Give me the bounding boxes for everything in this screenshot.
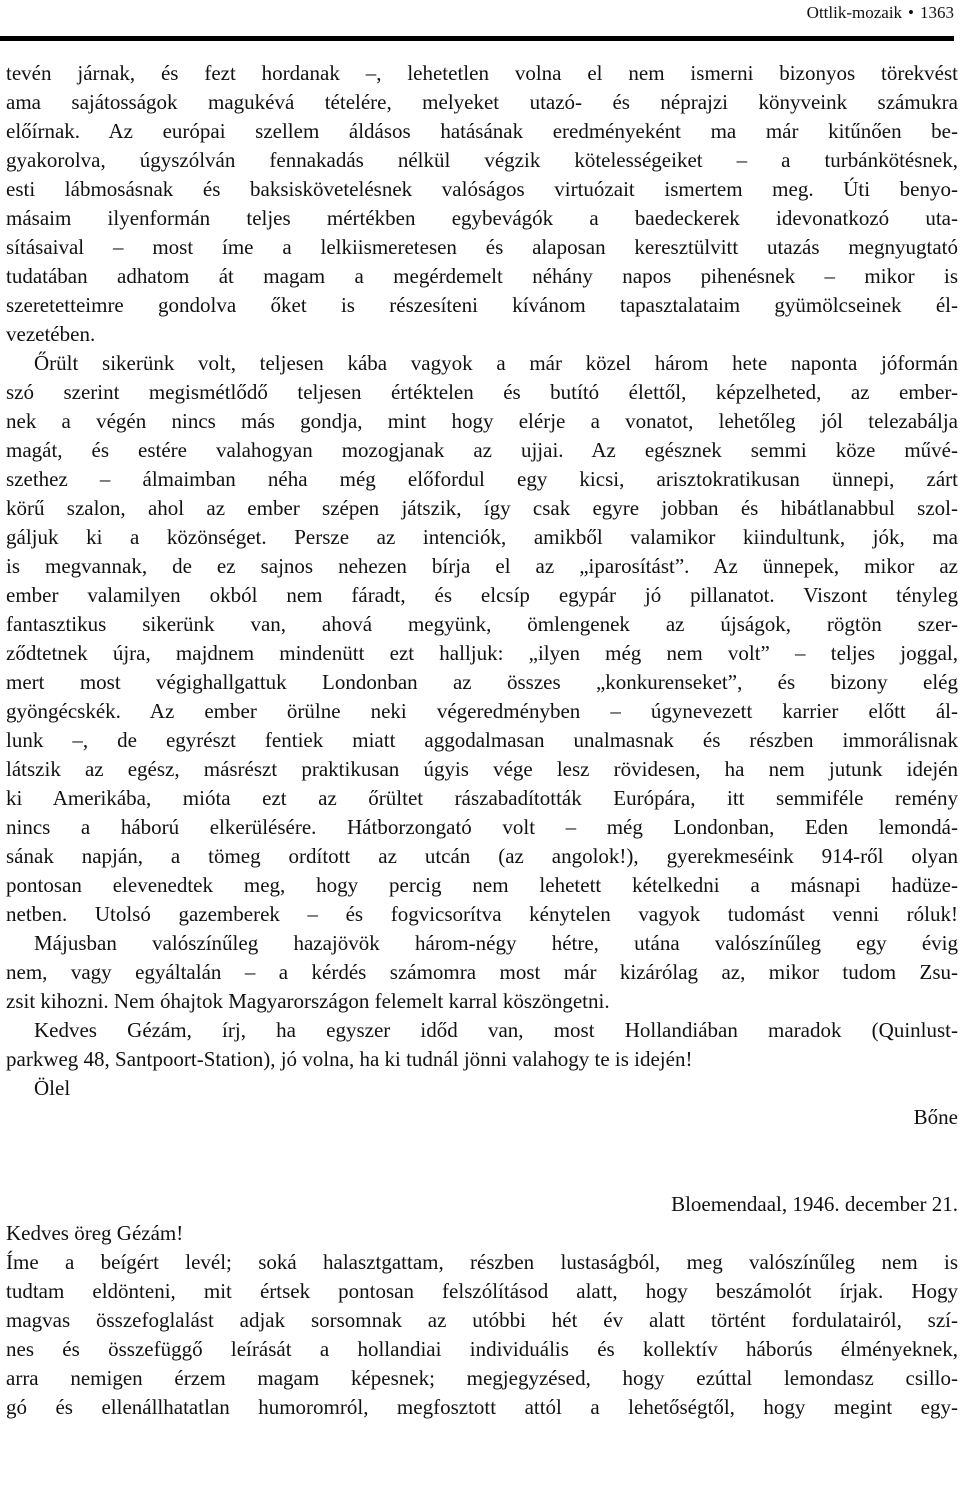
text-line: gyöngécskék. Az ember örülne neki végeredményben – úgynevezett karrier előtt ál- [6,699,958,723]
text-line: másaim ilyenformán teljes mértékben egybevágók a baedeckerek idevonatkozó uta- [6,206,958,230]
salutation: Kedves öreg Gézám! [6,1221,184,1245]
second-letter-body [6,1248,958,1422]
text-line: látszik az egész, másrészt praktikusan úgyis vége lesz rövidesen, ha nem jutunk idején [6,757,958,781]
text-line: netben. Utolsó gazemberek – és fogvicsorítva kénytelen vagyok tudomást venni róluk! [6,902,958,926]
page-body [6,59,958,1422]
text-line: pontosan elevenedtek meg, hogy percig nem lehetett kételkedni a másnapi hadüze- [6,873,958,897]
running-title: Ottlik-mozaik [806,3,903,22]
text-line: szethez – álmaimban néha még előfordul egy kicsi, arisztokratikusan ünnepi, zárt [6,467,958,491]
text-line: gyakorolva, úgyszólván fennakadás nélkül végzik kötelességeiket – a turbánkötésnek, [6,148,958,172]
text-line: parkweg 48, Santpoort-Station), jó volna, ha ki tudnál jönni valahogy te is idején! [6,1047,693,1071]
text-line: lunk –, de egyrészt fentiek miatt aggodalmasan unalmasnak és részben immorálisnak [6,728,958,752]
text-line: előírnak. Az európai szellem áldásos hatásának eredményeként ma már kitűnően be- [6,119,958,143]
text-line: nincs a háború elkerülésére. Hátborzongató volt – még Londonban, Eden lemondá- [6,815,958,839]
text-line: nek a végén nincs más gondja, mint hogy elérje a vonatot, lehetőleg jól telezabálja [6,409,958,433]
text-line: gáljuk ki a közönséget. Persze az intenciók, amikből valamikor kiindultunk, jók, ma [6,525,958,549]
text-line: Ölel [34,1076,71,1100]
text-line: tudtam eldönteni, mit értsek pontosan felszólításod alatt, hogy beszámolót írjak. Hogy [6,1279,958,1303]
text-line: magvas összefoglalást adjak sorsomnak az utóbbi hét év alatt történt fordulatairól, szí- [6,1308,958,1332]
text-line: fantasztikus sikerünk van, ahová megyünk, ömlengenek az újságok, rögtön szer- [6,612,958,636]
text-line: zsit kihozni. Nem óhajtok Magyarországon felemelt karral köszöngetni. [6,989,610,1013]
page-number: 1363 [920,3,954,22]
text-line: sításaival – most íme a lelkiismeretesen és alaposan keresztülvitt utazás megnyugtató [6,235,958,259]
text-line: ki Amerikába, mióta ezt az őrültet rászabadították Európára, itt semmiféle remény [6,786,958,810]
text-line: ződtetnek újra, majdnem mindenütt ezt halljuk: „ilyen még nem volt” – teljes joggal, [6,641,958,665]
text-line: mert most végighallgattuk Londonban az összes „konkurenseket”, és bizony elég [6,670,958,694]
header-bullet: • [908,3,914,22]
text-line: Íme a beígért levél; soká halasztgattam, részben lustaságból, meg valószínűleg nem is [6,1250,958,1274]
text-line: is megvannak, de ez sajnos nehezen bírja el az „iparosítást”. Az ünnepek, mikor az [6,554,958,578]
text-line: Őrült sikerünk volt, teljesen kába vagyok a már közel három hete naponta jóformán [34,351,958,375]
text-line: Bőne [913,1105,958,1129]
text-line: gó és ellenállhatatlan humoromról, megfosztott attól a lehetőségtől, hogy megint egy- [6,1395,958,1419]
text-line: ember valamilyen okból nem fáradt, és elcsíp egypár jó pillanatot. Viszont tényleg [6,583,958,607]
text-line: tudatában adhatom át magam a megérdemelt néhány napos pihenésnek – mikor is [6,264,958,288]
text-line: arra nemigen érzem magam képesnek; megjegyzésed, hogy ezúttal lemondasz csillo- [6,1366,958,1390]
letter-separator-space [6,1132,958,1190]
text-line: Kedves Gézám, írj, ha egyszer időd van, most Hollandiában maradok (Quinlust- [34,1018,958,1042]
text-line: szó szerint megismétlődő teljesen értéktelen és butító élettől, képzelheted, az ember- [6,380,958,404]
text-line: ama sajátosságok magukévá tételére, melyeket utazó- és néprajzi könyveink számukra [6,90,958,114]
text-line: vezetében. [6,322,96,346]
text-line: tevén járnak, és fezt hordanak –, lehetetlen volna el nem ismerni bizonyos törekvést [6,61,958,85]
dateline: Bloemendaal, 1946. december 21. [671,1192,958,1216]
letter-continuation [6,59,958,1132]
text-line: Májusban valószínűleg hazajövök három-négy hétre, utána valószínűleg egy évig [34,931,958,955]
text-line: szeretetteimre gondolva őket is részesíteni kívánom tapasztalataim gyümölcseinek él- [6,293,958,317]
text-line: nem, vagy egyáltalán – a kérdés számomra most már kizárólag az, mikor tudom Zsu- [6,960,958,984]
running-header [0,0,954,41]
text-line: esti lábmosásnak és baksiskövetelésnek valóságos virtuózait ismertem meg. Úti benyo- [6,177,958,201]
text-line: magát, és estére valahogyan mozogjanak az ujjai. Az egésznek semmi köze művé- [6,438,958,462]
text-line: nes és összefüggő leírását a hollandiai individuális és kollektív háborús élményeknek, [6,1337,958,1361]
text-line: körű szalon, ahol az ember szépen játszik, így csak egyre jobban és hibátlanabbul szol- [6,496,958,520]
text-line: sának napján, a tömeg ordított az utcán (az angolok!), gyerekmeséink 914-ről olyan [6,844,958,868]
